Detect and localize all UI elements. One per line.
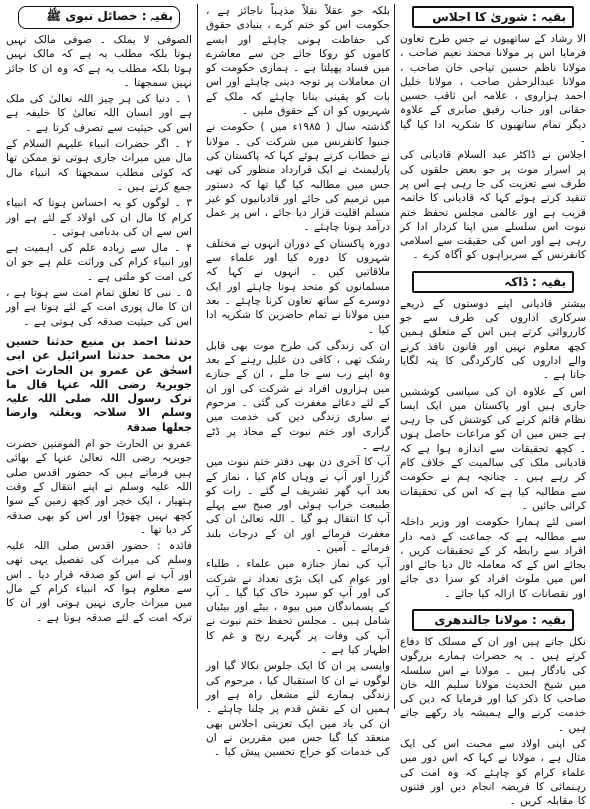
paragraph: ۵ ۔ نبی کا تعلق تمام امت سے ہوتا ہے ، ان کا مال پوری امت کے لئے ہوتا ہے اور اس کی حیثیت صدقہ کی ہوتی ہے ۔ (6, 287, 192, 328)
paragraph: آپ کا آخری دن بھی دفتر ختم نبوت میں گزرا اور آپ نے وہاں کام کیا ، نماز کے بعد آپ گھر تشریف لے گئے ۔ رات کو طبیعت خراب ہوئی اور صبح سے پہلے آپ کا انتقال ہو گیا ۔ اللہ تعالیٰ ان کی مغفرت فرمائے اور ان کے درجات بلند فرمائے ۔ آمین ۔ (206, 456, 390, 554)
paragraph: کی اپنی اولاد سے محبت اس کی ایک مثال ہے ، مولانا نے کہا کہ اس دور میں علماء کرام کو چاہئے کہ وہ امت کی رہنمائی کا فریضہ انجام دیں اور فتنوں کا مقابلہ کریں ۔ (400, 738, 586, 808)
paragraph: ۲ ۔ اگر حضرات انبیاء علیہم السلام کے مال میں میراث جاری ہوتی تو ممکن تھا کہ کوئی مطلب سمجھتا کہ انبیاء مال جمع کرتے ہیں ۔ (6, 138, 192, 193)
paragraph: الصوفی لا یملک ۔ صوفی مالک نہیں ہوتا بلکہ مطلب یہ ہے کہ مالک نہیں ہوتا بلکہ مطلب یہ ہے کہ وہ ان کا جائز نہیں سمجھتا ۔ (6, 34, 192, 89)
paragraph: ۱ ۔ دنیا کی ہر چیز اللہ تعالیٰ کی ملک ہے اور انسان اللہ تعالیٰ کا خلیفہ ہے اس کی حیثیت سے تصرف کرتا ہے ۔ (6, 93, 192, 134)
paragraph: ۴ ۔ مال سے زیادہ علم کی اہمیت ہے اور انبیاء کرام کی وراثت علم ہے جو ان کی امت کو ملتی ہے ۔ (6, 242, 192, 283)
paragraph: الا رشاد کے ساتھیوں نے جس طرح تعاون فرمایا اس پر مولانا محمد نعیم صاحب ، مولانا ناظم حسین تیاجی خان صاحب ، مولانا عبدالرحمٰن صاحب ، مولانا خلیل احمد ہزاروی ، علامہ ابن ثاقب حسین حقانی اور جناب رفیق صابری کے علاوہ دیگر تمام ساتھیوں کا شکریہ ادا کیا گیا ۔ (400, 33, 586, 146)
paragraph: عمرو بن الحارث جو ام المومنین حضرت جویریہ رضی اللہ تعالیٰ عنہا کے بھائی ہیں فرماتے ہیں کہ حضور اقدس صلی اللہ علیہ وسلم نے اپنے انتقال کے وقت ہتھیار ، ایک خچر اور کچھ زمین کے سوا کچھ نہیں چھوڑا اور اس کو بھی صدقہ کر دیا تھا ۔ (6, 438, 192, 536)
section-header-shura: بقیہ : شوریٰ کا اجلاس (412, 6, 574, 28)
paragraph: نکل جاتے ہیں اور ان کے مسلک کا دفاع کرتے ہیں ۔ یہ حضرات ہمارے بزرگوں کی یادگار ہیں ۔ مولانا نے اس سلسلہ میں شیخ الحدیث مولانا سلیم اللہ خان صاحب کا ذکر کیا اور فرمایا کہ دین کی خدمت کرنے والے ہمیشہ یاد رکھے جاتے ہیں ۔ (400, 635, 586, 734)
paragraph: دورہ پاکستان کے دوران انہوں نے مختلف شہروں کا دورہ کیا اور علماء سے ملاقاتیں کیں ۔ انہوں نے کہا کہ مسلمانوں کو متحد ہونا چاہئے اور ایک دوسرے کے ساتھ تعاون کرنا چاہئے ۔ بعد میں مولانا نے تمام حاضرین کا شکریہ ادا کیا ۔ (206, 237, 390, 336)
paragraph: بلکہ جو عقلاً نقلاً مذہباً ناجائز ہے ، حکومت اس کو ختم کرے ، بنیادی حقوق کی حفاظت ہونی چاہئے اور ایسے کاموں کو روکا جائے جن سے معاشرے میں فساد پھیلتا ہے ۔ ہماری حکومت کو ان معاملات پر توجہ دینی چاہئے اور اس بات کو یقینی بنانا چاہئے کہ ملک کے شہریوں کو ان کے حقوق ملیں ۔ (206, 5, 390, 118)
section-header-jalandhari: بقیہ : مولانا جالندھری (412, 609, 574, 631)
section-header-daka: بقیہ : ڈاکہ (412, 271, 574, 293)
paragraph: ان کی زندگی کی طرح موت بھی قابل رشک تھی ، کافی دن علیل رہنے کے بعد وہ اپنے رب سے جا ملے ، ان کے جنازے میں ہزاروں افراد نے شرکت کی اور ان کے لئے دعائے مغفرت کی گئی ۔ مرحوم نے ساری زندگی دین کی خدمت میں گزاری اور ختم نبوت کے محاذ پر ڈٹے رہے ۔ (206, 339, 390, 452)
column-left (6, 4, 192, 709)
paragraph: آپ کی نماز جنازہ میں علماء ، طلباء اور عوام کی ایک بڑی تعداد نے شرکت کی اور آپ کو سپرد خاک کیا گیا ۔ آپ کے پسماندگان میں بیوہ ، بیٹے اور بیٹیاں شامل ہیں ۔ مجلس تحفظ ختم نبوت نے آپ کی وفات پر گہرے رنج و غم کا اظہار کیا ہے ۔ (206, 558, 390, 657)
column-divider (197, 4, 198, 709)
paragraph: فائدہ : حضور اقدس صلی اللہ علیہ وسلم کی میراث کی تفصیل یہی تھی اور آپ نے اس کو صدقہ قرار دیا ۔ اس سے معلوم ہوا کہ انبیاء کرام کے مال میں میراث جاری نہیں ہوتی اور ان کا ترکہ امت کے لئے صدقہ ہوتا ہے ۔ (6, 540, 192, 624)
paragraph: اسی لئے ہمارا حکومت اور وزیر داخلہ سے مطالبہ ہے کہ جماعت کے ذمہ دار افراد سے رابطہ کر کے تحقیقات کریں ، بجائے اس کے کہ معاملہ ٹال دیا جائے اور اس میں ملوث افراد کو سزا دی جائے اور نقصانات کا ازالہ کیا جائے ۔ (400, 516, 586, 600)
paragraph: اس کے علاوہ ان کی سیاسی کوششیں جاری ہیں اور پاکستان میں ایک ایسا نظام قائم کرنے کی کوشش کی جا رہی ہے جس میں ان کو مراعات حاصل ہوں ۔ کچھ تحقیقات سے اندازہ ہوا ہے کہ قادیانی ملک کی سالمیت کے خلاف کام کر رہے ہیں ۔ چنانچہ ہم نے حکومت سے مطالبہ کیا ہے کہ اس کی تحقیقات کرائی جائیں ۔ (400, 385, 586, 512)
paragraph: بیشتر قادیانی اپنے دوستوں کے ذریعے سرکاری اداروں کی طرف سے جو کارروائی کرتے ہیں اس کے متعلق ہمیں کچھ معلوم نہیں اور قانون نافذ کرنے والے اداروں کی کارکردگی کا پتہ لگایا جاتا ہے ۔ (400, 297, 586, 382)
hadith-arabic-text: حدثنا احمد بن منیع حدثنا حسین بن محمد حدثنا اسرائیل عن ابی اسحٰق عن عمرو بن الحارث اخی جویریۃ رضی اللہ عنہا قال ما ترک رسول اللہ صلی اللہ علیہ وسلم الا سلاحہ وبغلتہ وارضا جعلھا صدقۃ (6, 334, 192, 434)
paragraph: واپسی پر ان کا ایک جلوس نکالا گیا اور لوگوں نے ان کا استقبال کیا ، مرحوم کی زندگی ہمارے لئے مشعل راہ ہے اور ہمیں ان کے نقش قدم پر چلنا چاہئے ۔ ان کی یاد میں ایک تعزیتی اجلاس بھی منعقد کیا گیا جس میں مقررین نے ان کی خدمات کو خراج تحسین پیش کیا ۔ (206, 660, 390, 759)
column-right (400, 4, 586, 808)
column-divider (394, 4, 395, 709)
section-header-khasail: بقیہ : خصائل نبوی ﷺ (18, 6, 180, 29)
paragraph: گذشتہ سال ( ۱۹۸۵ء میں ) حکومت نے جنیوا کانفرنس میں شرکت کی ۔ مولانا نے خطاب کرتے ہوئے کہا کہ پاکستان کی پارلیمنٹ نے ایک قرارداد منظور کی تھی جس میں مطالبہ کیا گیا تھا کہ دستور میں ترمیم کی جائے اور قادیانیوں کو غیر مسلم اقلیت قرار دیا جائے ، اس پر عمل درآمد ہونا چاہئے ۔ (206, 121, 391, 234)
column-middle (206, 4, 391, 759)
paragraph: ۳ ۔ لوگوں کو یہ احساس ہوتا کہ انبیاء کرام کا مال ان کی اولاد کے لئے ہے اور اس سے ان کی بدنامی ہوتی ۔ (6, 197, 192, 238)
paragraph: اجلاس نے ڈاکٹر عبد السلام قادیانی کی پر اسرار موت پر جو بعض حلقوں کی طرف سے تعزیت کی جا رہی ہے اس پر تنقید کرتے ہوئے کہا کہ قادیانی کا خاتمہ قریب ہے اور عالمی مجلس تحفظ ختم نبوت اس سلسلے میں اپنا کردار ادا کر رہی ہے اور اس کی حقیقت سے اسلامی کانفرنس کے سربراہوں کو آگاہ کرے ۔ (400, 149, 586, 262)
